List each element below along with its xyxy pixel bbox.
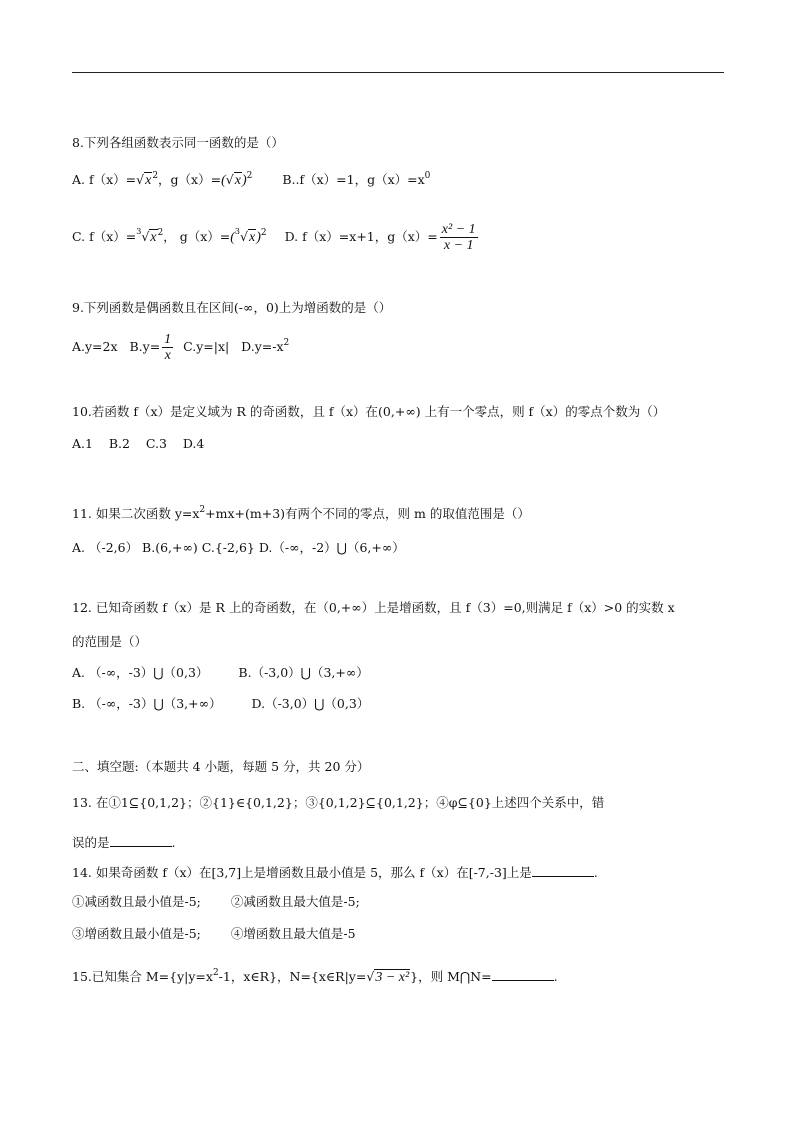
q11-stem	[72, 505, 530, 521]
q14-stem	[72, 864, 598, 880]
q10-option-c: C.3	[145, 436, 167, 451]
q11-stem-post: +mx+(m+3)有两个不同的零点，则 m 的取值范围是（）	[205, 506, 530, 521]
sqrt-symbol: √x	[225, 172, 241, 188]
q15-mid: -1，x∈R}，N={x∈R|y=	[218, 969, 367, 984]
q8-c-radicand-1: x	[150, 230, 157, 245]
q11-options: A. （-2,6） B.(6,+∞) C.{-2,6} D.（-∞，-2）⋃（6,+∞）	[72, 540, 405, 555]
q10-option-a: A.1	[72, 436, 93, 451]
q8-c-radicand-2: x	[248, 230, 256, 245]
q12-option-c: B. （-∞，-3）⋃（3,+∞）	[72, 696, 222, 711]
q14-stem-text: 14. 如果奇函数 f（x）在[3,7]上是增函数且最小值是 5，那么 f（x）在[-7,-3]上是	[72, 865, 532, 880]
q13-answer-blank[interactable]	[110, 834, 172, 847]
q8-c-exp-1: 2	[157, 228, 164, 238]
q8-option-a-prefix: A. f（x）=	[72, 172, 137, 187]
q8-option-a-b	[72, 171, 431, 188]
q8-c-root-index-1: 3	[136, 227, 142, 236]
q15-answer-blank[interactable]	[492, 968, 554, 981]
q12-option-b: B.（-3,0）⋃（3,+∞）	[238, 665, 369, 680]
sqrt-symbol: √3 − x²	[366, 969, 410, 985]
q15-line	[72, 968, 558, 985]
q10-option-d: D.4	[182, 436, 205, 451]
q8-d-numerator: x² − 1	[441, 222, 476, 237]
q8-option-d-prefix: D. f（x）=x+1，g（x）=	[284, 229, 438, 244]
q8-a-radicand-1: x	[145, 173, 152, 188]
q9-d-exp: 2	[283, 338, 290, 348]
q14-option-4: ④增函数且最大值是-5	[230, 926, 356, 941]
q8-a-exp-2: 2	[246, 171, 253, 181]
q13-line2-text: 误的是	[72, 835, 110, 850]
q11-stem-pre: 11. 如果二次函数 y=x	[72, 506, 200, 521]
sqrt-symbol: $√x^2$	[136, 171, 159, 188]
q13-line1: 13. 在①1⊆{0,1,2}；②{1}∈{0,1,2}；③{0,1,2}⊆{0,1,2}；④φ⊆{0}上述四个关系中，错	[72, 795, 605, 810]
q9-b-fraction	[162, 332, 173, 363]
q15-post: }，则 M⋂N=	[410, 969, 492, 984]
header-rule	[72, 72, 724, 73]
q15-exp: 2	[212, 968, 219, 978]
q8-c-paren-close: )	[256, 230, 261, 245]
q13-line2	[72, 834, 176, 850]
q14-options-34	[72, 928, 356, 941]
q8-d-denominator: x − 1	[443, 238, 474, 253]
q8-a-radicand-2: x	[234, 173, 241, 188]
q10-stem: 10.若函数 f（x）是定义域为 R 的奇函数，且 f（x）在(0,+∞) 上有一个零点，则 f（x）的零点个数为（）	[72, 404, 666, 419]
q15-pre: 15.已知集合 M={y|y=x	[72, 969, 213, 984]
q14-option-2: ②减函数且最大值是-5;	[230, 894, 360, 909]
q14-period: .	[593, 865, 598, 880]
q8-b-exp: 0	[424, 171, 431, 181]
q14-option-3: ③增函数且最小值是-5;	[72, 926, 201, 941]
q14-answer-blank[interactable]	[532, 864, 594, 877]
q9-stem: 9.下列函数是偶函数且在区间(-∞，0)上为增函数的是（）	[72, 300, 392, 315]
cube-root-symbol: $√x^2$	[141, 228, 164, 245]
q12-stem-line2: 的范围是（）	[72, 634, 148, 649]
q15-period: .	[553, 969, 558, 984]
q9-option-b-prefix: B.y=	[129, 339, 161, 354]
q8-option-c-mid: ， g（x）=	[163, 229, 231, 244]
q8-c-root-index-2: 3	[234, 227, 240, 236]
q13-period: .	[171, 835, 176, 850]
q12-options-cd	[72, 698, 369, 711]
q8-c-exp-2: 2	[260, 228, 267, 238]
q14-option-1: ①减函数且最小值是-5;	[72, 894, 201, 909]
q9-option-c: C.y=|x|	[183, 339, 230, 354]
q8-stem: 8.下列各组函数表示同一函数的是（）	[72, 135, 284, 150]
q8-option-a-mid: ，g（x）=	[158, 172, 222, 187]
q10-option-b: B.2	[108, 436, 130, 451]
q8-a-exp-1: 2	[152, 171, 159, 181]
q9-b-denominator: x	[164, 348, 171, 363]
section-heading-fill-in: 二、填空题:（本题共 4 小题，每题 5 分，共 20 分）	[72, 759, 370, 774]
q9-option-a: A.y=2x	[72, 339, 118, 354]
q15-radicand: 3 − x²	[375, 970, 410, 985]
cube-root-symbol: √x	[240, 229, 256, 245]
q10-options	[72, 438, 204, 451]
q8-a-paren-open: (	[221, 173, 226, 188]
q8-c-paren-open: (	[230, 230, 235, 245]
q12-option-d: D.（-3,0）⋃（0,3）	[251, 696, 370, 711]
q12-option-a: A. （-∞，-3）⋃（0,3）	[72, 665, 209, 680]
q14-options-12	[72, 896, 360, 909]
q8-option-c-d	[72, 222, 480, 253]
q8-option-c-prefix: C. f（x）=	[72, 229, 137, 244]
q12-stem-line1: 12. 已知奇函数 f（x）是 R 上的奇函数，在（0,+∞）上是增函数，且 f（3）=0,则满足 f（x）>0 的实数 x	[72, 600, 675, 615]
q11-stem-exp: 2	[199, 505, 206, 515]
q12-options-ab	[72, 667, 369, 680]
q8-d-fraction	[440, 222, 478, 253]
q9-options	[72, 332, 289, 363]
q9-b-numerator: 1	[164, 332, 172, 347]
q8-a-paren-close: )	[241, 173, 247, 188]
q8-option-b: B..f（x）=1，g（x）=x	[282, 172, 425, 187]
q9-option-d: D.y=-x	[241, 339, 284, 354]
